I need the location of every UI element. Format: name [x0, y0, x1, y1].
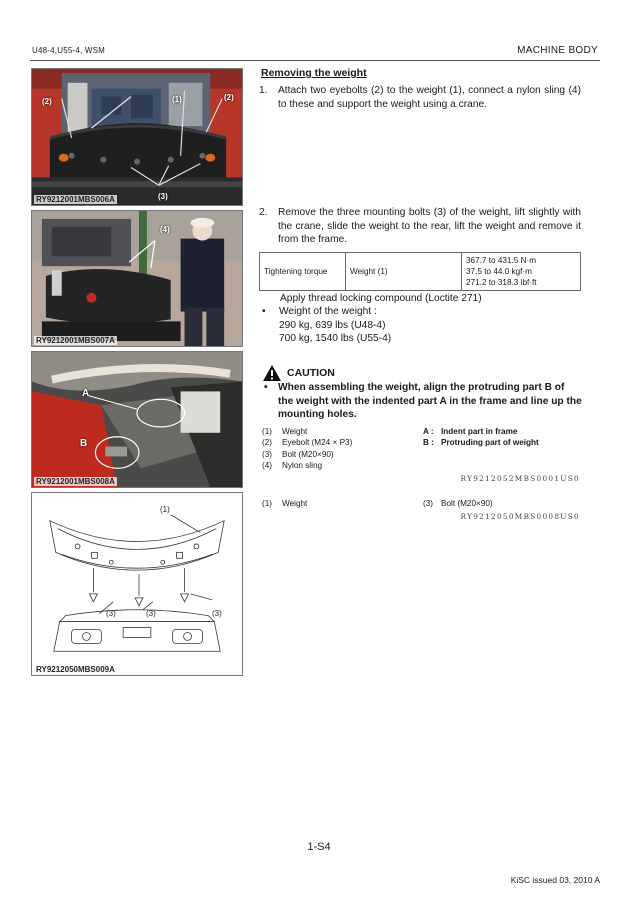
step-2 — [259, 206, 581, 247]
torque-values — [462, 253, 581, 291]
legend-key: (4) — [262, 461, 273, 471]
header-divider — [30, 60, 600, 61]
weight-spec-label: Weight of the weight : — [279, 306, 377, 317]
callout-bolt-left: (3) — [106, 609, 116, 618]
legend-value: Nylon sling — [282, 461, 323, 471]
legend-value: Indent part in frame — [441, 427, 518, 436]
callout-nylon-sling: (4) — [160, 225, 170, 234]
figure-caption: RY9212001MBS006A — [36, 195, 115, 204]
torque-label: Tightening torque — [260, 253, 346, 291]
torque-value-lbfft: 271.2 to 318.3 lbf·ft — [466, 278, 537, 287]
weight-u48: 290 kg, 639 lbs (U48-4) — [279, 319, 386, 331]
figure-weight-rear-photo — [31, 68, 243, 206]
legend-value: Weight — [282, 499, 308, 508]
legend-key: (1) — [262, 499, 273, 508]
legend-value: Protruding part of weight — [441, 438, 539, 448]
callout-eyebolt-right: (2) — [224, 93, 234, 102]
section-title: Removing the weight — [261, 67, 367, 79]
issue-footer: KiSC issued 03, 2010 A — [510, 875, 600, 885]
callout-weight: (1) — [172, 95, 182, 104]
figure-weight-line-drawing — [31, 492, 243, 676]
reference-code-2: RY9212050MBS0008US0 — [460, 512, 580, 521]
legend-key: (1) — [262, 427, 273, 436]
header-doc-id: U48-4,U55-4, WSM — [32, 46, 105, 55]
weight-u55: 700 kg, 1540 lbs (U55-4) — [279, 333, 392, 344]
figure-caption: RY9212001MBS007A — [36, 336, 115, 345]
legend-key: B : — [423, 438, 434, 448]
figure-caption: RY9212050MBS009A — [36, 665, 115, 674]
step-number: 2. — [259, 207, 268, 218]
legend-key: (2) — [262, 438, 273, 448]
step-number: 1. — [259, 85, 268, 96]
callout-bolt-center: (3) — [146, 609, 156, 618]
page-number: 1-S4 — [307, 841, 331, 853]
torque-value-nm: 367.7 to 431.5 N·m — [466, 256, 537, 265]
caution-text: When assembling the weight, align the protruding part B of the weight with the indented part A in the frame and line up the mounting holes. — [278, 382, 582, 420]
figure-alignment-closeup-photo — [31, 351, 243, 488]
legend-parts-2-right — [423, 498, 493, 509]
legend-parts-2 — [262, 498, 307, 509]
caution-title: CAUTION — [287, 367, 335, 379]
torque-table — [259, 252, 581, 291]
legend-key: A : — [423, 427, 434, 436]
legend-parts-1-letters — [423, 426, 539, 449]
legend-parts-1 — [262, 426, 352, 472]
figure-crane-lifting-photo — [31, 210, 243, 347]
caution-text-block: • When assembling the weight, align the protruding part B of the weight with the indented part A in the frame and line up the mounting holes. — [264, 382, 582, 420]
step-text: Remove the three mounting bolts (3) of the weight, lift slightly with the crane, slide the weight to the rear, lift the weight and remove it from the frame. — [278, 207, 581, 245]
figure-caption: RY9212001MBS008A — [36, 477, 115, 486]
callout-indent-part-a: A — [82, 388, 90, 399]
header-section-title: MACHINE BODY — [517, 45, 598, 56]
legend-key: (3) — [423, 499, 434, 508]
weight-spec: • Weight of the weight : 290 kg, 639 lbs (U48-4) 700 kg, 1540 lbs (U55-4) — [262, 305, 582, 346]
callout-eyebolt-left: (2) — [42, 97, 52, 106]
legend-key: (3) — [262, 449, 273, 459]
step-text: Attach two eyebolts (2) to the weight (1), connect a nylon sling (4) to these and support the weight using a crane. — [278, 85, 581, 110]
callout-mounting-bolts: (3) — [158, 192, 168, 201]
legend-value: Eyebolt (M24 × P3) — [282, 438, 353, 448]
warning-triangle-icon — [262, 364, 282, 382]
torque-item: Weight (1) — [346, 253, 462, 291]
legend-value: Weight — [282, 427, 308, 436]
callout-weight: (1) — [160, 505, 170, 514]
step-1 — [259, 84, 581, 111]
caution-heading — [262, 364, 335, 382]
legend-value: Bolt (M20×90) — [282, 449, 334, 459]
reference-code-1: RY9212052MBS0001US0 — [460, 474, 580, 483]
thread-lock-note: Apply thread locking compound (Loctite 271) — [280, 293, 482, 304]
callout-bolt-right: (3) — [212, 609, 222, 618]
torque-value-kgfm: 37.5 to 44.0 kgf·m — [466, 267, 532, 276]
callout-protruding-part-b: B — [80, 438, 88, 449]
legend-value: Bolt (M20×90) — [441, 499, 493, 508]
